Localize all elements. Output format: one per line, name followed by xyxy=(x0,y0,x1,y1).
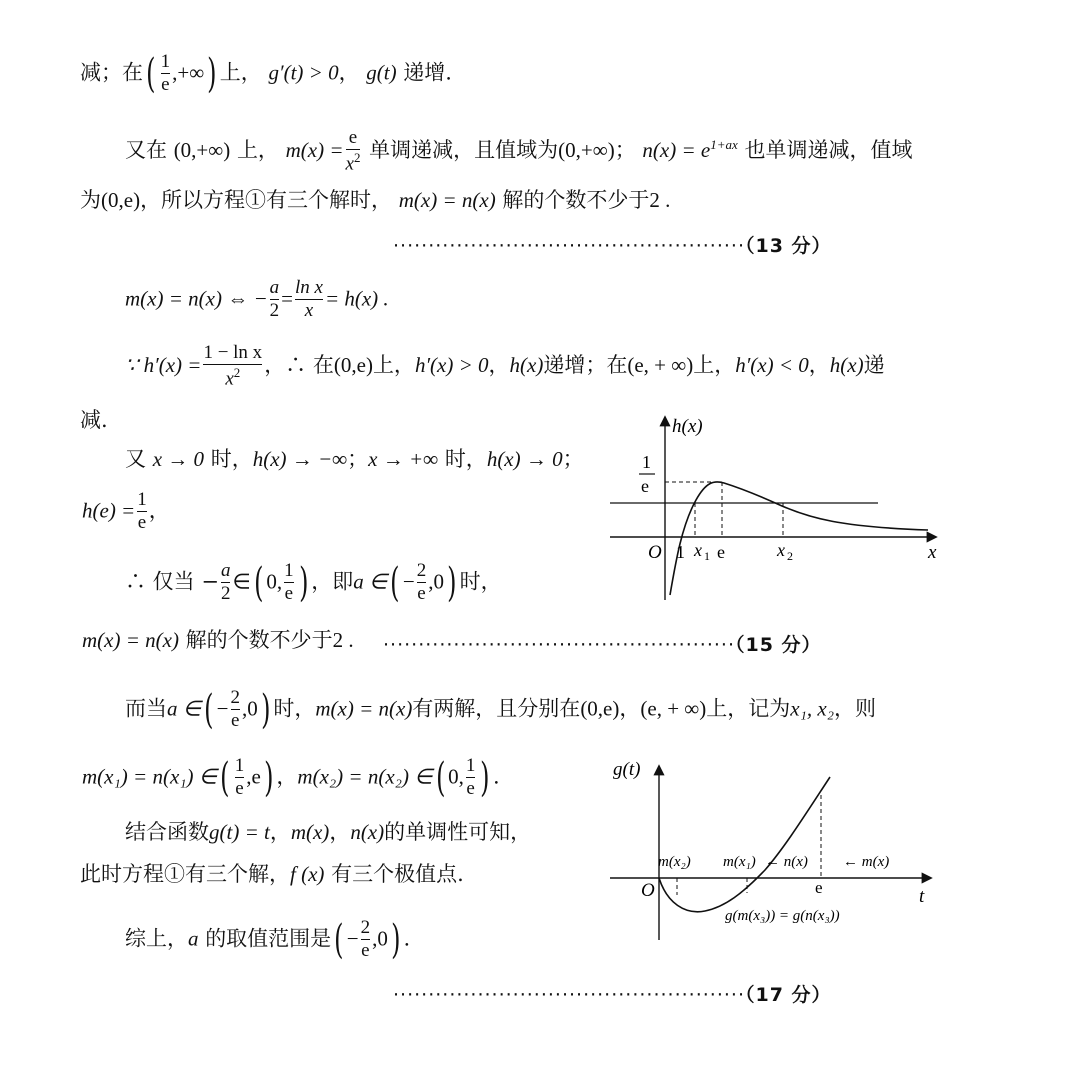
paren: ( xyxy=(334,916,344,963)
math: m(x) = n(x) ⇔ − xyxy=(125,286,268,311)
text: 结合函数 xyxy=(125,820,209,844)
text: 时， xyxy=(444,447,487,471)
math: − xyxy=(402,569,415,594)
y-tick-den: e xyxy=(641,476,649,496)
text: 上， xyxy=(219,60,262,85)
score-label: （13 分） xyxy=(744,235,832,257)
math: − xyxy=(346,926,359,951)
text: ， xyxy=(808,353,830,378)
math: x → 0 xyxy=(152,447,205,471)
text: ，所以方程①有三个解时， xyxy=(140,188,393,212)
math: m(x) = n(x) xyxy=(82,628,179,652)
math: (e, + ∞) xyxy=(640,696,707,721)
y-axis-label: g(t) xyxy=(613,759,641,780)
text: ，即 xyxy=(311,569,354,594)
paren: ) xyxy=(480,754,490,801)
math: (0,+∞) xyxy=(558,138,615,163)
text: 的单调性可知， xyxy=(384,820,532,844)
text-line-14 xyxy=(125,822,531,843)
text: 也单调递减，值域 xyxy=(744,138,913,163)
fraction-1-over-e: $\frac{1}{e}$ xyxy=(137,489,147,533)
y-tick-num: 1 xyxy=(642,452,651,472)
math: x → +∞ xyxy=(368,447,439,471)
math: 0 xyxy=(377,926,388,951)
text: 解的个数不少于 xyxy=(502,188,650,212)
fraction-e-over-x2: $\frac{e}{x^2}$ xyxy=(345,127,361,175)
fraction-2-over-e: $\frac{2}{e}$ xyxy=(230,687,240,731)
math: a ∈ xyxy=(167,696,202,721)
text: ， xyxy=(488,353,510,378)
tick-e: e xyxy=(815,878,823,897)
text: ， xyxy=(329,820,351,844)
text-line-6 xyxy=(125,343,885,390)
math: f (x) xyxy=(290,862,325,886)
label-bottom: g(m(x₃)) = g(n(x₃)) xyxy=(725,908,840,924)
fraction-1-over-e: $\frac{1}{e}$ xyxy=(465,755,476,799)
math: h(x) → 0 xyxy=(486,447,563,471)
text-line-2 xyxy=(125,128,912,175)
math: n(x) = e xyxy=(642,138,711,163)
text: 时， xyxy=(210,447,253,471)
math: ,e xyxy=(246,764,261,789)
text: ； xyxy=(562,447,584,471)
paren: ( xyxy=(220,754,230,801)
fraction-a-over-2: $\frac{a}{2}$ xyxy=(220,560,231,604)
text: 单调递减，且值域为 xyxy=(369,138,559,163)
text: 递增. xyxy=(403,60,452,85)
math: ∴ 仅当 − xyxy=(125,569,219,594)
text: ,+∞ xyxy=(172,60,205,85)
paren: ( xyxy=(146,50,156,97)
label-m-x2: m(x₂) xyxy=(658,854,691,870)
text-line-12: 而当a ∈( − $\frac{2}{e}$ ,0) 时，m(x) = n(x)有两解，且分别在(0,e)，(e, + ∞)上，记为x₁, x₂，则 xyxy=(125,686,876,733)
text-line-7: 减. xyxy=(80,408,108,432)
math: (0,+∞) xyxy=(173,138,231,163)
text: 减；在 xyxy=(80,60,143,85)
fraction-a-over-2: $\frac{a}{2}$ xyxy=(269,277,280,321)
text: 上， xyxy=(693,353,736,378)
paren: ) xyxy=(260,686,271,733)
math: 2 . xyxy=(332,628,354,652)
label-m-x1: m(x₁) xyxy=(723,854,756,870)
math: − xyxy=(216,696,229,721)
text: 时， xyxy=(273,696,316,721)
paren: ) xyxy=(263,754,274,801)
figure-g-of-t xyxy=(605,755,945,945)
math: a xyxy=(188,926,199,951)
text: ； xyxy=(347,447,369,471)
paren: ( xyxy=(253,559,264,606)
text: ， xyxy=(148,498,170,523)
tick-x2-sub: 2 xyxy=(787,549,793,563)
text-line-10: ∴ 仅当 − $\frac{a}{2}$ ∈( 0, $\frac{1}{e}$ ) ，即a ∈( − $\frac{2}{e}$ ,0) 时， xyxy=(125,559,502,606)
math: h(x) xyxy=(509,353,544,378)
math: h′(x) < 0 xyxy=(735,353,809,378)
math: m(x) = n(x) xyxy=(398,188,496,212)
text-line-13: m(x₁) = n(x₁) ∈( $\frac{1}{e}$ ,e) ，m(x₂) = n(x₂) ∈( 0, $\frac{1}{e}$ ) . xyxy=(82,754,500,801)
score-line-13 xyxy=(393,231,832,258)
math: g(t) xyxy=(366,60,397,85)
fraction-1-over-e: $\frac{1}{e}$ xyxy=(160,51,171,95)
paren: ( xyxy=(204,686,214,733)
paren: ) xyxy=(391,916,401,963)
math: = h(x) . xyxy=(324,286,389,311)
text-line-15 xyxy=(80,864,464,885)
origin-label: O xyxy=(648,542,662,563)
text: ， xyxy=(619,696,641,721)
math: h(x) xyxy=(829,353,864,378)
math-exponent: 1+ax xyxy=(710,137,738,153)
tick-x1: x xyxy=(694,540,702,560)
g-curve xyxy=(659,777,830,912)
math: (0,e) xyxy=(580,696,620,721)
text: 又在 xyxy=(125,138,167,163)
label-arrow-n: ← n(x) xyxy=(765,854,808,870)
math: m(x₂) = n(x₂) ∈ xyxy=(297,764,433,789)
math: g′(t) > 0 xyxy=(268,60,339,85)
paren: ) xyxy=(298,559,309,606)
math: 0 xyxy=(448,764,459,789)
text: ， xyxy=(269,820,291,844)
math: 0 xyxy=(433,569,444,594)
math: m(x) = xyxy=(285,138,344,163)
text: 的取值范围是 xyxy=(205,926,332,951)
paren: ) xyxy=(447,559,457,606)
math: ∵ h′(x) = xyxy=(125,353,202,378)
math: n(x) xyxy=(350,820,385,844)
score-label: （17 分） xyxy=(744,984,832,1006)
text: ， xyxy=(276,764,298,789)
text: . xyxy=(492,764,500,789)
fraction-1-over-e: $\frac{1}{e}$ xyxy=(284,560,294,604)
text: 此时方程①有三个解， xyxy=(80,862,290,886)
math: (0,e) xyxy=(333,353,373,378)
text: 上， xyxy=(372,353,415,378)
text-line-1 xyxy=(80,52,452,96)
tick-e: e xyxy=(717,542,725,562)
text: 有三个极值点. xyxy=(331,862,464,886)
score-line-17 xyxy=(393,980,832,1007)
dotted-leader: ·················································· xyxy=(393,984,745,1006)
dotted-leader: ·················································· xyxy=(393,235,745,257)
math: x₁, x₂ xyxy=(790,696,834,721)
origin-label: O xyxy=(641,880,655,901)
text-line-16: 综上，a 的取值范围是( − $\frac{2}{e}$ ,0) . xyxy=(125,916,411,963)
math: a ∈ xyxy=(353,569,388,594)
label-arrow-m: ← m(x) xyxy=(843,854,890,870)
math: g(t) = t xyxy=(209,820,270,844)
tick-x2: x xyxy=(777,540,785,560)
text-line-8 xyxy=(125,449,584,470)
x-axis-label: x xyxy=(928,542,937,563)
tick-1: 1 xyxy=(676,542,685,562)
text: 上，记为 xyxy=(706,696,791,721)
text-line-9 xyxy=(82,490,170,534)
fraction-1-over-e: $\frac{1}{e}$ xyxy=(234,755,245,799)
math: m(x) xyxy=(290,820,330,844)
text: ，则 xyxy=(834,696,876,721)
math: m(x₁) = n(x₁) ∈ xyxy=(82,764,218,789)
score-line-15 xyxy=(383,630,822,657)
text: 综上， xyxy=(125,926,188,951)
y-axis-label: h(x) xyxy=(672,416,703,437)
math: ∈ xyxy=(232,569,251,594)
math: h(e) = xyxy=(82,498,136,523)
math: 0 xyxy=(247,696,258,721)
math: = xyxy=(281,286,293,311)
text: 解的个数不少于 xyxy=(185,628,333,652)
math: h′(x) > 0 xyxy=(414,353,489,378)
fraction-2-over-e: $\frac{2}{e}$ xyxy=(360,917,371,961)
fraction-lnx-over-x: $\frac{\text{ln x}}{x}$ xyxy=(294,277,323,321)
text: 递 xyxy=(863,353,885,378)
math: (0,e) xyxy=(101,188,141,212)
fraction-2-over-e: $\frac{2}{e}$ xyxy=(416,560,427,604)
text: 时， xyxy=(459,569,502,594)
text: ，∴ 在 xyxy=(264,353,334,378)
text: 有两解，且分别在 xyxy=(412,696,581,721)
h-curve xyxy=(670,482,928,595)
x-axis-label: t xyxy=(919,886,925,907)
text: 又 xyxy=(125,447,146,471)
text: 上， xyxy=(236,138,279,163)
paren: ( xyxy=(435,754,446,801)
text-line-3 xyxy=(80,190,670,211)
dotted-leader: ·················································· xyxy=(383,634,735,656)
figure-h-of-x xyxy=(610,410,950,610)
text-line-11 xyxy=(82,630,354,651)
score-label: （15 分） xyxy=(734,634,822,656)
text: ； xyxy=(614,138,636,163)
paren: ( xyxy=(390,559,400,606)
tick-x1-sub: 1 xyxy=(704,549,710,563)
text-line-5 xyxy=(125,278,389,322)
math: h(x) → −∞ xyxy=(252,447,348,471)
math: 2 . xyxy=(649,188,671,212)
math: (e, + ∞) xyxy=(627,353,694,378)
paren: ) xyxy=(207,50,217,97)
text: . xyxy=(403,926,411,951)
fraction-1-minus-lnx-over-x2: $\frac{\text{1 − ln x}}{x^2}$ xyxy=(203,342,263,390)
text: 而当 xyxy=(125,696,167,721)
math: m(x) = n(x) xyxy=(315,696,413,721)
text: 递增；在 xyxy=(543,353,628,378)
text: 为 xyxy=(80,188,101,212)
text: ， xyxy=(338,60,360,85)
math: 0 xyxy=(266,569,277,594)
